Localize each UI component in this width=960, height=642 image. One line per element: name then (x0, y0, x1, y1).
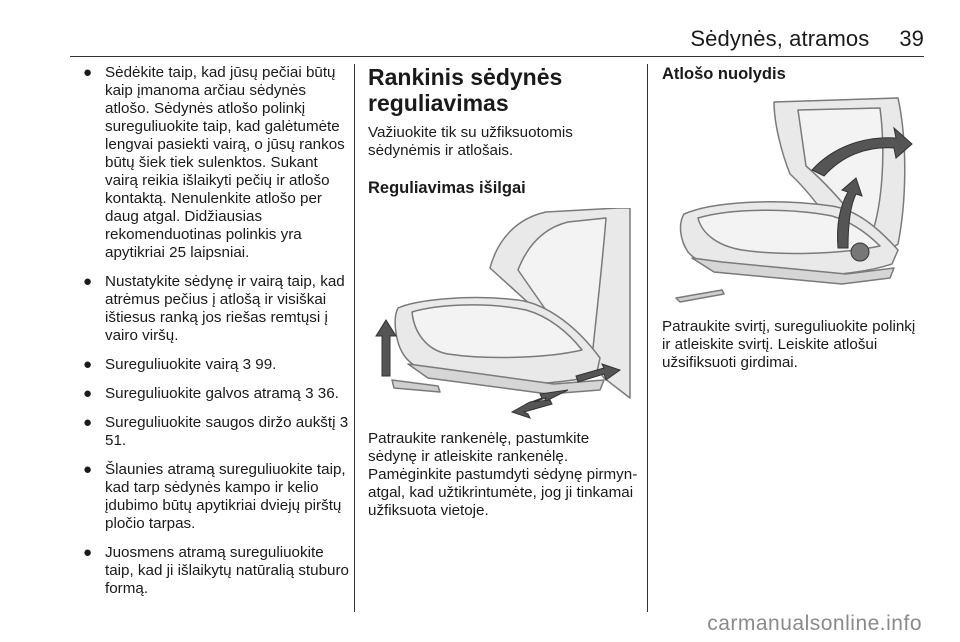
backrest-caption: Patraukite svirtį, sureguliuokite polinkį ir atleiskite svirtį. Leiskite atlošui užsifiksuoti girdimai. (662, 318, 916, 371)
bullet-dot: ● (83, 461, 93, 478)
bullet-dot: ● (83, 64, 93, 81)
column-right (662, 64, 924, 372)
longitudinal-caption: Patraukite rankenėlę, pastumkite sėdynę ir atleiskite rankenėlę. Pamėginkite pastumdyti sėdynę pirmyn-atgal, kad užtikrintumėte, jog ji tinkamai užfiksuota vietoje. (368, 430, 638, 519)
bullet-text: Sėdėkite taip, kad jūsų pečiai būtų kaip įmanoma arčiau sėdynės atlošo. Sėdynės atlošo polinkį sureguliuokite taip, kad galėtumėte lengvai pasiekti vairą, o jūsų rankos būtų šiek tiek sulenktos. Sukant vairą reikia išlaikyti pečių ir atlošo kontaktą. Nenulenkite atlošo per daug atgal. Didžiausias rekomenduotinas polinkis yra apytikriai 25 laipsniai. (105, 64, 345, 261)
arrow-up-icon (376, 320, 396, 376)
section-title: Sėdynės, atramos (690, 26, 870, 51)
bullet-item (72, 414, 352, 450)
bullet-text: Sureguliuokite saugos diržo aukštį 3 51. (105, 414, 349, 449)
bullet-text: Juosmens atramą sureguliuokite taip, kad ji išlaikytų natūralią stuburo formą. (105, 544, 349, 597)
subheading-longitudinal: Reguliavimas išilgai (368, 179, 526, 197)
seat-longitudinal-illustration (368, 208, 638, 420)
bullet-text: Sureguliuokite galvos atramą 3 36. (105, 385, 339, 402)
bullet-item (72, 461, 352, 533)
bullet-dot: ● (83, 385, 93, 402)
bullet-dot: ● (83, 414, 93, 431)
intro-text: Važiuokite tik su užfiksuotomis sėdynėmis ir atlošais. (368, 124, 573, 159)
section-heading: Rankinis sėdynės reguliavimas (368, 64, 563, 116)
header-divider (70, 56, 924, 57)
page-header (324, 26, 924, 52)
bullet-item (72, 273, 352, 345)
bullet-dot: ● (83, 544, 93, 561)
bullet-item (72, 544, 352, 598)
subheading-backrest: Atlošo nuolydis (662, 65, 786, 83)
bullet-text: Šlaunies atramą sureguliuokite taip, kad tarp sėdynės kampo ir kelio įdubimo būtų apytikriai dviejų pirštų pločio tarpas. (105, 461, 346, 532)
bullet-item (72, 385, 352, 403)
bullet-item (72, 64, 352, 262)
seat-backrest-illustration (662, 94, 924, 308)
column-middle (368, 64, 638, 520)
bullet-text: Sureguliuokite vairą 3 99. (105, 356, 277, 373)
bullet-item (72, 356, 352, 374)
column-divider-2 (647, 64, 648, 612)
column-left (72, 64, 352, 609)
page-number: 39 (899, 26, 924, 51)
recline-lever-knob (851, 243, 869, 261)
bullet-dot: ● (83, 273, 93, 290)
watermark: carmanualsonline.info (707, 612, 922, 635)
recline-rail (676, 290, 724, 302)
seat-rail (392, 380, 440, 392)
bullet-list (72, 64, 352, 598)
arrow-left-icon (512, 400, 552, 418)
bullet-dot: ● (83, 356, 93, 373)
column-divider-1 (354, 64, 355, 612)
bullet-text: Nustatykite sėdynę ir vairą taip, kad atrėmus pečius į atlošą ir visiškai ištiesus ranką jos riešas remtųsi į vairo viršų. (105, 273, 345, 344)
